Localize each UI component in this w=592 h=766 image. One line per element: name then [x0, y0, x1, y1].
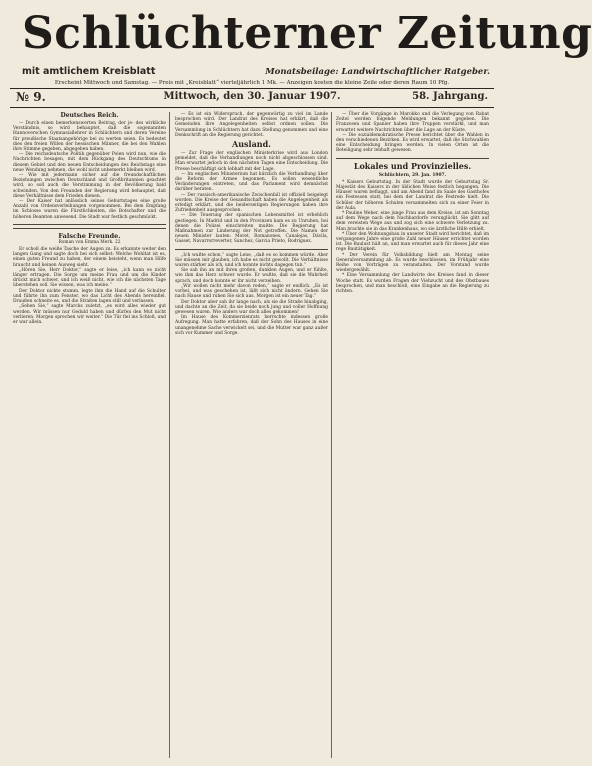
article-paragraph: — Die reichsdeutsche Politik gegenüber Polen wird nun, wie die Nachrichten besagen, mit dem Rückgang des Deutschtums in diesem Gebiet und den neuen Entscheidungen des Reichstags eine neue Wendung nehmen, die wohl nicht unbemerkt bleiben wird. — [13, 152, 166, 173]
article-paragraph: — Die sozialdemokratische Presse berichtet über die Wahlen in den verschiedenen Bezirken. Es wird erwartet, daß die Stichwahlen eine Entscheidung bringen werden. In vielen Orten ist die Beteiligung sehr lebhaft gewesen. — [336, 132, 489, 154]
article-paragraph: — Zur Frage der englischen Ministerkrise wird aus London gemeldet, daß die Verhandlungen noch nicht abgeschlossen sind. Man erwartet jedoch in den nächsten Tagen eine Entscheidung. Die Presse beschäftigt sich lebhaft mit der Lage. — [175, 151, 328, 172]
serial-paragraph: Er schoß die weiße Tasche der Augen zu. Es erkannte weiter den langen Gang und sagte doch bei sich selbst: Welche Wohltat ist es, einen guten Freund zu haben, der einem beisteht, wenn man Hilfe braucht und keinen Ausweg sieht. — [13, 247, 166, 268]
issue-year: 58. Jahrgang. — [412, 91, 488, 102]
serial-title: Falsche Freunde. — [58, 231, 121, 240]
article-paragraph: — Wie mit jedermann sicher auf die freundschaftlichen Beziehungen zwischen Deutschland und Großbritannien geachtet wird, so soll auch die Verstimmung in der Bevölkerung bald schwinden. Von den Freunden der Regierung wird behauptet, daß diese Verhältnisse dem Frieden dienen. — [13, 173, 166, 199]
serial-paragraph: Der Doktor nickte stumm, legte ihm die Hand auf die Schulter und führte ihn zum Fenster, wo das Licht des Abends hereinfiel. Draußen schneite es, und die Straßen lagen still und verlassen. — [13, 288, 166, 305]
article-paragraph: — Es ist ein Widerspruch, der gegenwärtig zu viel im Lande besprochen wird. Der Landrat des Kreises hat erklärt, daß die Gemeinden ihre Angelegenheiten selbst ordnen sollen. Die Versammlung in Schlüchtern hat dazu Stellung genommen und eine Denkschrift an die Regierung gerichtet. — [175, 112, 328, 138]
article-paragraph: — Die Teuerung der spanischen Lebensmittel ist erheblich gestiegen. In Madrid und in den Provinzen kam es zu Unruhen, bei denen die Polizei einschreiten mußte. Die Regierung hat Maßnahmen zur Linderung der Not getroffen. Die Namen der neuen Minister lauten: Moret, Romanones, Canalejas, Dávila, Gasset, Navarrorreverter, Sanchez, Garcia Prieto, Rodriguez. — [175, 213, 328, 245]
section-heading-ausland: Ausland. — [232, 139, 271, 150]
column-divider — [331, 112, 332, 758]
section-heading-lokales: Lokales und Provinzielles. — [353, 160, 472, 171]
newspaper-title: Schlüchterner Zeitung — [22, 8, 592, 59]
column-3 — [336, 112, 489, 760]
serial-paragraph: „Hören Sie, Herr Doktor,“ sagte er leise, „ich kann es nicht länger ertragen. Die Sorge um meine Frau und um die Kinder drückt mich schwer, und ich weiß nicht, wie ich die nächsten Tage überstehen soll. Sie wissen, was ich meine.“ — [13, 267, 166, 289]
column-divider — [169, 112, 170, 758]
serial-paragraph: „Wir wollen nicht mehr davon reden,“ sagte er endlich. „Es ist vorbei, und was geschehen ist, läßt sich nicht ändern. Gehen Sie nach Hause und ruhen Sie sich aus. Morgen ist ein neuer Tag.“ — [175, 283, 328, 300]
serial-paragraph: Im Hause des Kommerzienrats herrschte indessen große Aufregung. Man hatte erfahren, daß der Sohn des Hauses in eine unangenehme Sache verwickelt sei, und die Mutter war ganz außer sich vor Kummer und Sorge. — [175, 315, 328, 336]
dateline: Schlüchtern, 29. Jan. 1907. — [378, 172, 447, 178]
serial-paragraph: „Ich wußte schon,“ sagte Lene, „daß es so kommen würde. Aber Sie müssen mir glauben, ich habe es nicht gewollt. Die Verhältnisse waren stärker als ich, und ich konnte nichts dagegen tun.“ — [175, 252, 328, 269]
serial-paragraph: Der Doktor aber sah ihr lange nach, als sie die Straße hinabging, und dachte an die Zeit, da sie beide noch jung und voller Hoffnung gewesen waren. Wie anders war doch alles gekommen! — [175, 299, 328, 315]
article-paragraph: — Der russisch-amerikanische Zwischenfall ist offiziell beigelegt worden. Die Kreise der Gesandtschaft haben die Angelegenheit als erledigt erklärt, und die beiderseitigen Regierungen haben ihre Zufriedenheit ausgesprochen. — [175, 192, 328, 214]
issue-date: Mittwoch, den 30. Januar 1907. — [163, 91, 341, 102]
section-divider — [175, 249, 328, 250]
column-1 — [13, 112, 166, 760]
column-2 — [175, 112, 328, 760]
kreisblatt-subtitle: mit amtlichem Kreisblatt — [22, 66, 156, 77]
article-paragraph: — Im englischen Ministerium hat kürzlich die Verhandlung über die Reform der Armee begonnen. Es sollen wesentliche Veränderungen eintreten, und das Parlament wird demnächst darüber beraten. — [175, 171, 328, 193]
section-divider — [13, 224, 166, 225]
local-news-paragraph: * Der Verein für Volksbildung hielt am Montag seine Generalversammlung ab. Es wurde beschlossen, im Frühjahr eine Reihe von Vorträgen zu veranstalten. Der Vorstand wurde wiedergewählt. — [336, 252, 489, 274]
supplement-subtitle: Monatsbeilage: Landwirtschaftlicher Ratgeber. — [265, 67, 490, 77]
local-news-paragraph: * Über den Wohnungsbau in unserer Stadt wird berichtet, daß im vergangenen Jahre eine große Zahl neuer Häuser errichtet worden ist. Die Baulust hält an, und man erwartet auch für dieses Jahr eine rege Bautätigkeit. — [336, 231, 489, 253]
article-paragraph: — Der Kaiser hat anlässlich seines Geburtstages eine große Anzahl von Ordensverleihungen vorgenommen. Bei dem Empfang im Schlosse waren die Fürstlichkeiten, die Botschafter und die höheren Beamten anwesend. Die Stadt war festlich geschmückt. — [13, 199, 166, 220]
local-news-paragraph: * Kaisers Geburtstag. In der Stadt wurde der Geburtstag Sr. Majestät des Kaisers in der üblichen Weise festlich begangen. Die Häuser waren beflaggt, und am Abend fand im Saale des Gasthofes ein Festessen statt, bei dem der Landrat die Festrede hielt. Die Schüler der höheren Schulen versammelten sich zu einer Feier in der Aula. — [336, 179, 489, 211]
serial-byline: Roman von Emma Merk. 22 — [58, 239, 121, 245]
section-divider — [336, 158, 489, 159]
local-news-paragraph: * Eine Versammlung der Landwirte des Kreises fand in dieser Woche statt. Es wurden Fragen der Viehzucht und des Obstbaues besprochen, und man beschloß, eine Eingabe an die Regierung zu richten. — [336, 273, 489, 295]
section-divider — [13, 228, 166, 229]
serial-paragraph: „Sehen Sie,“ sagte Marcks zuletzt, „es wird alles wieder gut werden. Wir müssen nur Geduld haben und dürfen den Mut nicht verlieren. Morgen sprechen wir weiter.“ Die Tür fiel ins Schloß, und er war allein. — [13, 304, 166, 325]
serial-paragraph: Sie sah ihn an mit ihren großen, dunklen Augen, und er fühlte, wie ihm das Herz schwer wurde. Er wußte, daß sie die Wahrheit sprach, und doch konnte er ihr nicht verzeihen. — [175, 268, 328, 284]
section-heading-deutsches-reich: Deutsches Reich. — [60, 112, 119, 119]
masthead — [0, 0, 592, 88]
issue-number: № 9. — [16, 90, 46, 104]
issue-bar — [10, 88, 494, 108]
article-paragraph: — Durch einen bemerkenswerten Beitrag, der je- des wirkliche Verständnis, so wird behauptet, daß die sogenannten Hannoverschen Gymnasiallehrer in Schlüchtern und deren Vereine für preußische Staatsangehörige bei zu werten seien. Es bedeutet dies den freien Willen der hessischen Männer, die bei den Wahlen ihre Stimme gegeben, abgegeben haben. — [13, 121, 166, 153]
publication-line: Erscheint Mittwoch und Samstag. — Preis mit „Kreisblatt“ vierteljährlich 1 Mk. — Anzeigen kosten die kleine Zeile oder deren Raum 10 Pfg. — [54, 80, 450, 86]
article-paragraph: — Über die Vorgänge in Marokko und die Verlegung von Rabat Zeitel werden folgende Meldungen bekannt gegeben. Die Franzosen und Spanier haben ihre Truppen verstärkt, und man erwartet weitere Nachrichten über die Lage an der Küste. — [336, 112, 489, 133]
local-news-paragraph: * Pauline Weber, eine junge Frau aus dem Kreise, ist am Sonntag auf dem Wege nach dem Nachbardorfe verunglückt. Sie glitt auf dem vereisten Wege aus und zog sich eine schwere Verletzung zu. Man brachte sie in das Krankenhaus, wo sie ärztliche Hilfe erhielt. — [336, 211, 489, 232]
